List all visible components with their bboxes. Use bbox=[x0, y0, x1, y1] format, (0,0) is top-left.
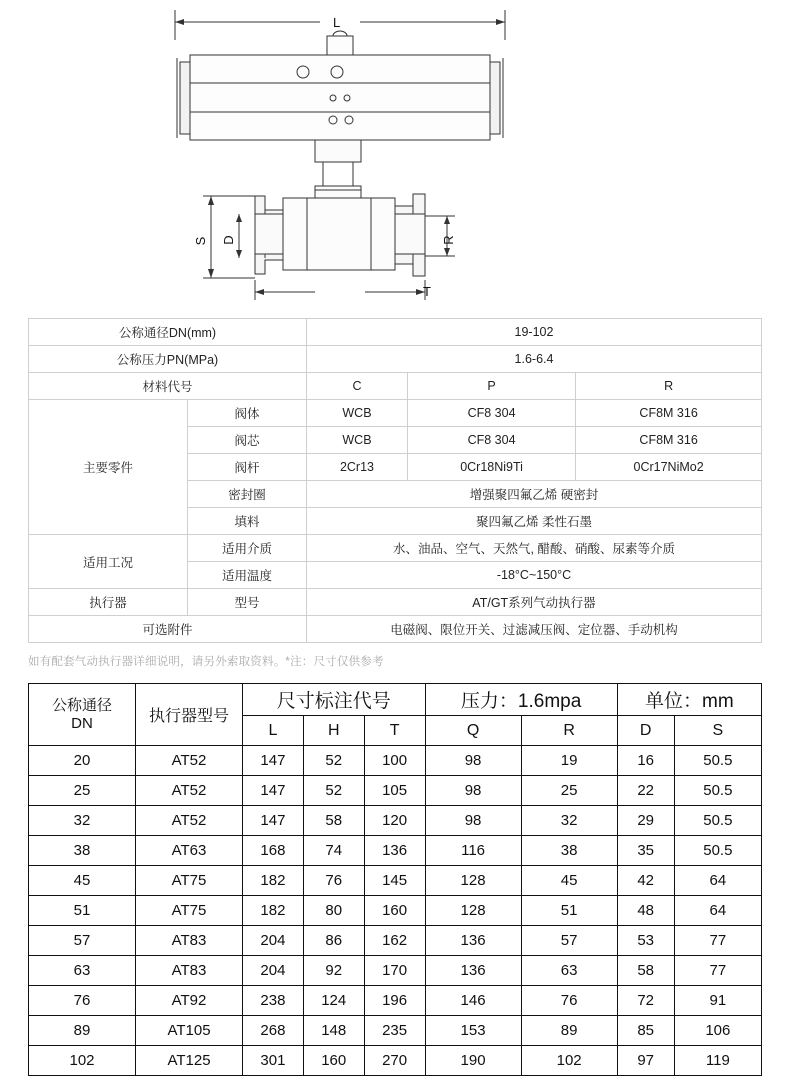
table-row bbox=[29, 896, 762, 926]
footnote: 如有配套气动执行器详细说明，请另外索取资料。*注：尺寸仅供参考 bbox=[28, 656, 384, 668]
cell-Q: 116 bbox=[425, 836, 521, 866]
header-col-R: R bbox=[521, 716, 617, 746]
table-row bbox=[29, 836, 762, 866]
spec-label-main-parts: 主要零件 bbox=[29, 400, 188, 535]
cell-dn: 63 bbox=[29, 956, 136, 986]
table-row bbox=[29, 400, 762, 427]
cell-R: 32 bbox=[521, 806, 617, 836]
cell-Q: 98 bbox=[425, 776, 521, 806]
cell-H: 86 bbox=[303, 926, 364, 956]
header-dimension-code: 尺寸标注代号 bbox=[243, 684, 426, 716]
table-row bbox=[29, 535, 762, 562]
table-row bbox=[29, 866, 762, 896]
part-seal-value: 增强聚四氟乙烯 硬密封 bbox=[307, 481, 762, 508]
cell-D: 42 bbox=[617, 866, 674, 896]
cell-T: 196 bbox=[364, 986, 425, 1016]
actuator-model-value: AT/GT系列气动执行器 bbox=[307, 589, 762, 616]
cell-S: 64 bbox=[674, 866, 761, 896]
cell-Q: 98 bbox=[425, 806, 521, 836]
header-dn: 公称通径 DN bbox=[29, 684, 136, 746]
cell-D: 72 bbox=[617, 986, 674, 1016]
cell-T: 162 bbox=[364, 926, 425, 956]
part-name-seal: 密封圈 bbox=[188, 481, 307, 508]
cell-model: AT52 bbox=[136, 746, 243, 776]
cell-H: 52 bbox=[303, 746, 364, 776]
cell-L: 268 bbox=[243, 1016, 304, 1046]
cell-H: 160 bbox=[303, 1046, 364, 1076]
cell-L: 238 bbox=[243, 986, 304, 1016]
cell-L: 147 bbox=[243, 806, 304, 836]
cell-dn: 20 bbox=[29, 746, 136, 776]
header-col-S: S bbox=[674, 716, 761, 746]
dimension-table bbox=[28, 683, 762, 1076]
part-ball-p: CF8 304 bbox=[407, 427, 575, 454]
cell-model: AT75 bbox=[136, 866, 243, 896]
header-col-T: T bbox=[364, 716, 425, 746]
cell-L: 182 bbox=[243, 896, 304, 926]
header-col-H: H bbox=[303, 716, 364, 746]
table-row bbox=[29, 806, 762, 836]
cell-S: 119 bbox=[674, 1046, 761, 1076]
cell-H: 76 bbox=[303, 866, 364, 896]
part-stem-c: 2Cr13 bbox=[307, 454, 408, 481]
cell-model: AT92 bbox=[136, 986, 243, 1016]
spec-label-optional: 可选附件 bbox=[29, 616, 307, 643]
table-row bbox=[29, 926, 762, 956]
cell-H: 148 bbox=[303, 1016, 364, 1046]
cell-S: 50.5 bbox=[674, 836, 761, 866]
cell-D: 29 bbox=[617, 806, 674, 836]
part-name-stem: 阀杆 bbox=[188, 454, 307, 481]
cell-L: 147 bbox=[243, 746, 304, 776]
table-row bbox=[29, 776, 762, 806]
cell-H: 58 bbox=[303, 806, 364, 836]
cell-dn: 76 bbox=[29, 986, 136, 1016]
part-stem-p: 0Cr18Ni9Ti bbox=[407, 454, 575, 481]
cell-L: 204 bbox=[243, 956, 304, 986]
table-header-row bbox=[29, 684, 762, 716]
cell-Q: 128 bbox=[425, 896, 521, 926]
cell-S: 106 bbox=[674, 1016, 761, 1046]
cell-R: 25 bbox=[521, 776, 617, 806]
cell-model: AT63 bbox=[136, 836, 243, 866]
cell-model: AT105 bbox=[136, 1016, 243, 1046]
table-row bbox=[29, 373, 762, 400]
cell-T: 170 bbox=[364, 956, 425, 986]
cell-T: 235 bbox=[364, 1016, 425, 1046]
part-name-ball: 阀芯 bbox=[188, 427, 307, 454]
valve-drawing bbox=[155, 0, 635, 310]
cell-dn: 45 bbox=[29, 866, 136, 896]
material-code-p: P bbox=[407, 373, 575, 400]
part-name-body: 阀体 bbox=[188, 400, 307, 427]
cell-L: 147 bbox=[243, 776, 304, 806]
cell-S: 64 bbox=[674, 896, 761, 926]
spec-label-pn: 公称压力PN(MPa) bbox=[29, 346, 307, 373]
part-body-p: CF8 304 bbox=[407, 400, 575, 427]
cell-model: AT52 bbox=[136, 806, 243, 836]
header-col-D: D bbox=[617, 716, 674, 746]
cell-S: 77 bbox=[674, 926, 761, 956]
table-row bbox=[29, 346, 762, 373]
cell-H: 92 bbox=[303, 956, 364, 986]
cell-L: 182 bbox=[243, 866, 304, 896]
part-body-r: CF8M 316 bbox=[576, 400, 762, 427]
header-pressure: 压力：1.6mpa bbox=[425, 684, 617, 716]
table-row bbox=[29, 986, 762, 1016]
condition-name-temp: 适用温度 bbox=[188, 562, 307, 589]
material-code-c: C bbox=[307, 373, 408, 400]
cell-R: 19 bbox=[521, 746, 617, 776]
dimension-label-S: S bbox=[193, 236, 208, 246]
spec-label-material-code: 材料代号 bbox=[29, 373, 307, 400]
header-col-L: L bbox=[243, 716, 304, 746]
spec-value-optional: 电磁阀、限位开关、过滤减压阀、定位器、手动机构 bbox=[307, 616, 762, 643]
cell-T: 120 bbox=[364, 806, 425, 836]
part-packing-value: 聚四氟乙烯 柔性石墨 bbox=[307, 508, 762, 535]
cell-S: 77 bbox=[674, 956, 761, 986]
cell-T: 160 bbox=[364, 896, 425, 926]
spec-label-actuator: 执行器 bbox=[29, 589, 188, 616]
table-row bbox=[29, 589, 762, 616]
cell-Q: 128 bbox=[425, 866, 521, 896]
cell-Q: 98 bbox=[425, 746, 521, 776]
cell-Q: 146 bbox=[425, 986, 521, 1016]
cell-dn: 89 bbox=[29, 1016, 136, 1046]
cell-D: 16 bbox=[617, 746, 674, 776]
material-code-r: R bbox=[576, 373, 762, 400]
cell-dn: 102 bbox=[29, 1046, 136, 1076]
cell-H: 80 bbox=[303, 896, 364, 926]
part-body-c: WCB bbox=[307, 400, 408, 427]
cell-D: 48 bbox=[617, 896, 674, 926]
spec-label-conditions: 适用工况 bbox=[29, 535, 188, 589]
part-name-packing: 填料 bbox=[188, 508, 307, 535]
cell-T: 145 bbox=[364, 866, 425, 896]
specification-table bbox=[28, 318, 762, 643]
cell-D: 53 bbox=[617, 926, 674, 956]
cell-D: 85 bbox=[617, 1016, 674, 1046]
condition-value-temp: -18°C~150°C bbox=[307, 562, 762, 589]
table-row bbox=[29, 956, 762, 986]
cell-D: 22 bbox=[617, 776, 674, 806]
cell-H: 74 bbox=[303, 836, 364, 866]
table-row bbox=[29, 1016, 762, 1046]
condition-name-medium: 适用介质 bbox=[188, 535, 307, 562]
cell-S: 50.5 bbox=[674, 776, 761, 806]
cell-model: AT83 bbox=[136, 956, 243, 986]
cell-R: 63 bbox=[521, 956, 617, 986]
cell-R: 38 bbox=[521, 836, 617, 866]
cell-S: 91 bbox=[674, 986, 761, 1016]
cell-dn: 38 bbox=[29, 836, 136, 866]
cell-Q: 136 bbox=[425, 956, 521, 986]
cell-T: 105 bbox=[364, 776, 425, 806]
table-row bbox=[29, 1046, 762, 1076]
product-diagram bbox=[0, 0, 790, 310]
cell-L: 301 bbox=[243, 1046, 304, 1076]
cell-Q: 190 bbox=[425, 1046, 521, 1076]
spec-label-dn: 公称通径DN(mm) bbox=[29, 319, 307, 346]
part-ball-r: CF8M 316 bbox=[576, 427, 762, 454]
cell-T: 136 bbox=[364, 836, 425, 866]
cell-dn: 57 bbox=[29, 926, 136, 956]
cell-model: AT83 bbox=[136, 926, 243, 956]
dimension-label-R: R bbox=[441, 235, 456, 245]
cell-R: 76 bbox=[521, 986, 617, 1016]
cell-R: 102 bbox=[521, 1046, 617, 1076]
cell-H: 124 bbox=[303, 986, 364, 1016]
cell-Q: 136 bbox=[425, 926, 521, 956]
cell-S: 50.5 bbox=[674, 806, 761, 836]
cell-R: 51 bbox=[521, 896, 617, 926]
dimension-label-L: L bbox=[333, 15, 341, 30]
cell-model: AT75 bbox=[136, 896, 243, 926]
cell-L: 204 bbox=[243, 926, 304, 956]
dimension-label-T: T bbox=[423, 284, 431, 299]
cell-dn: 25 bbox=[29, 776, 136, 806]
part-ball-c: WCB bbox=[307, 427, 408, 454]
cell-model: AT52 bbox=[136, 776, 243, 806]
table-row bbox=[29, 616, 762, 643]
table-row bbox=[29, 746, 762, 776]
spec-value-pn: 1.6-6.4 bbox=[307, 346, 762, 373]
dimension-label-D: D bbox=[221, 235, 236, 245]
cell-R: 45 bbox=[521, 866, 617, 896]
condition-value-medium: 水、油品、空气、天然气, 醋酸、硝酸、尿素等介质 bbox=[307, 535, 762, 562]
part-stem-r: 0Cr17NiMo2 bbox=[576, 454, 762, 481]
cell-Q: 153 bbox=[425, 1016, 521, 1046]
cell-D: 35 bbox=[617, 836, 674, 866]
cell-H: 52 bbox=[303, 776, 364, 806]
cell-dn: 51 bbox=[29, 896, 136, 926]
header-unit: 单位：mm bbox=[617, 684, 761, 716]
cell-T: 100 bbox=[364, 746, 425, 776]
cell-S: 50.5 bbox=[674, 746, 761, 776]
header-col-Q: Q bbox=[425, 716, 521, 746]
cell-dn: 32 bbox=[29, 806, 136, 836]
cell-model: AT125 bbox=[136, 1046, 243, 1076]
actuator-model-label: 型号 bbox=[188, 589, 307, 616]
cell-L: 168 bbox=[243, 836, 304, 866]
cell-D: 58 bbox=[617, 956, 674, 986]
cell-T: 270 bbox=[364, 1046, 425, 1076]
table-row bbox=[29, 319, 762, 346]
spec-value-dn: 19-102 bbox=[307, 319, 762, 346]
cell-D: 97 bbox=[617, 1046, 674, 1076]
cell-R: 89 bbox=[521, 1016, 617, 1046]
header-actuator-model: 执行器型号 bbox=[136, 684, 243, 746]
cell-R: 57 bbox=[521, 926, 617, 956]
